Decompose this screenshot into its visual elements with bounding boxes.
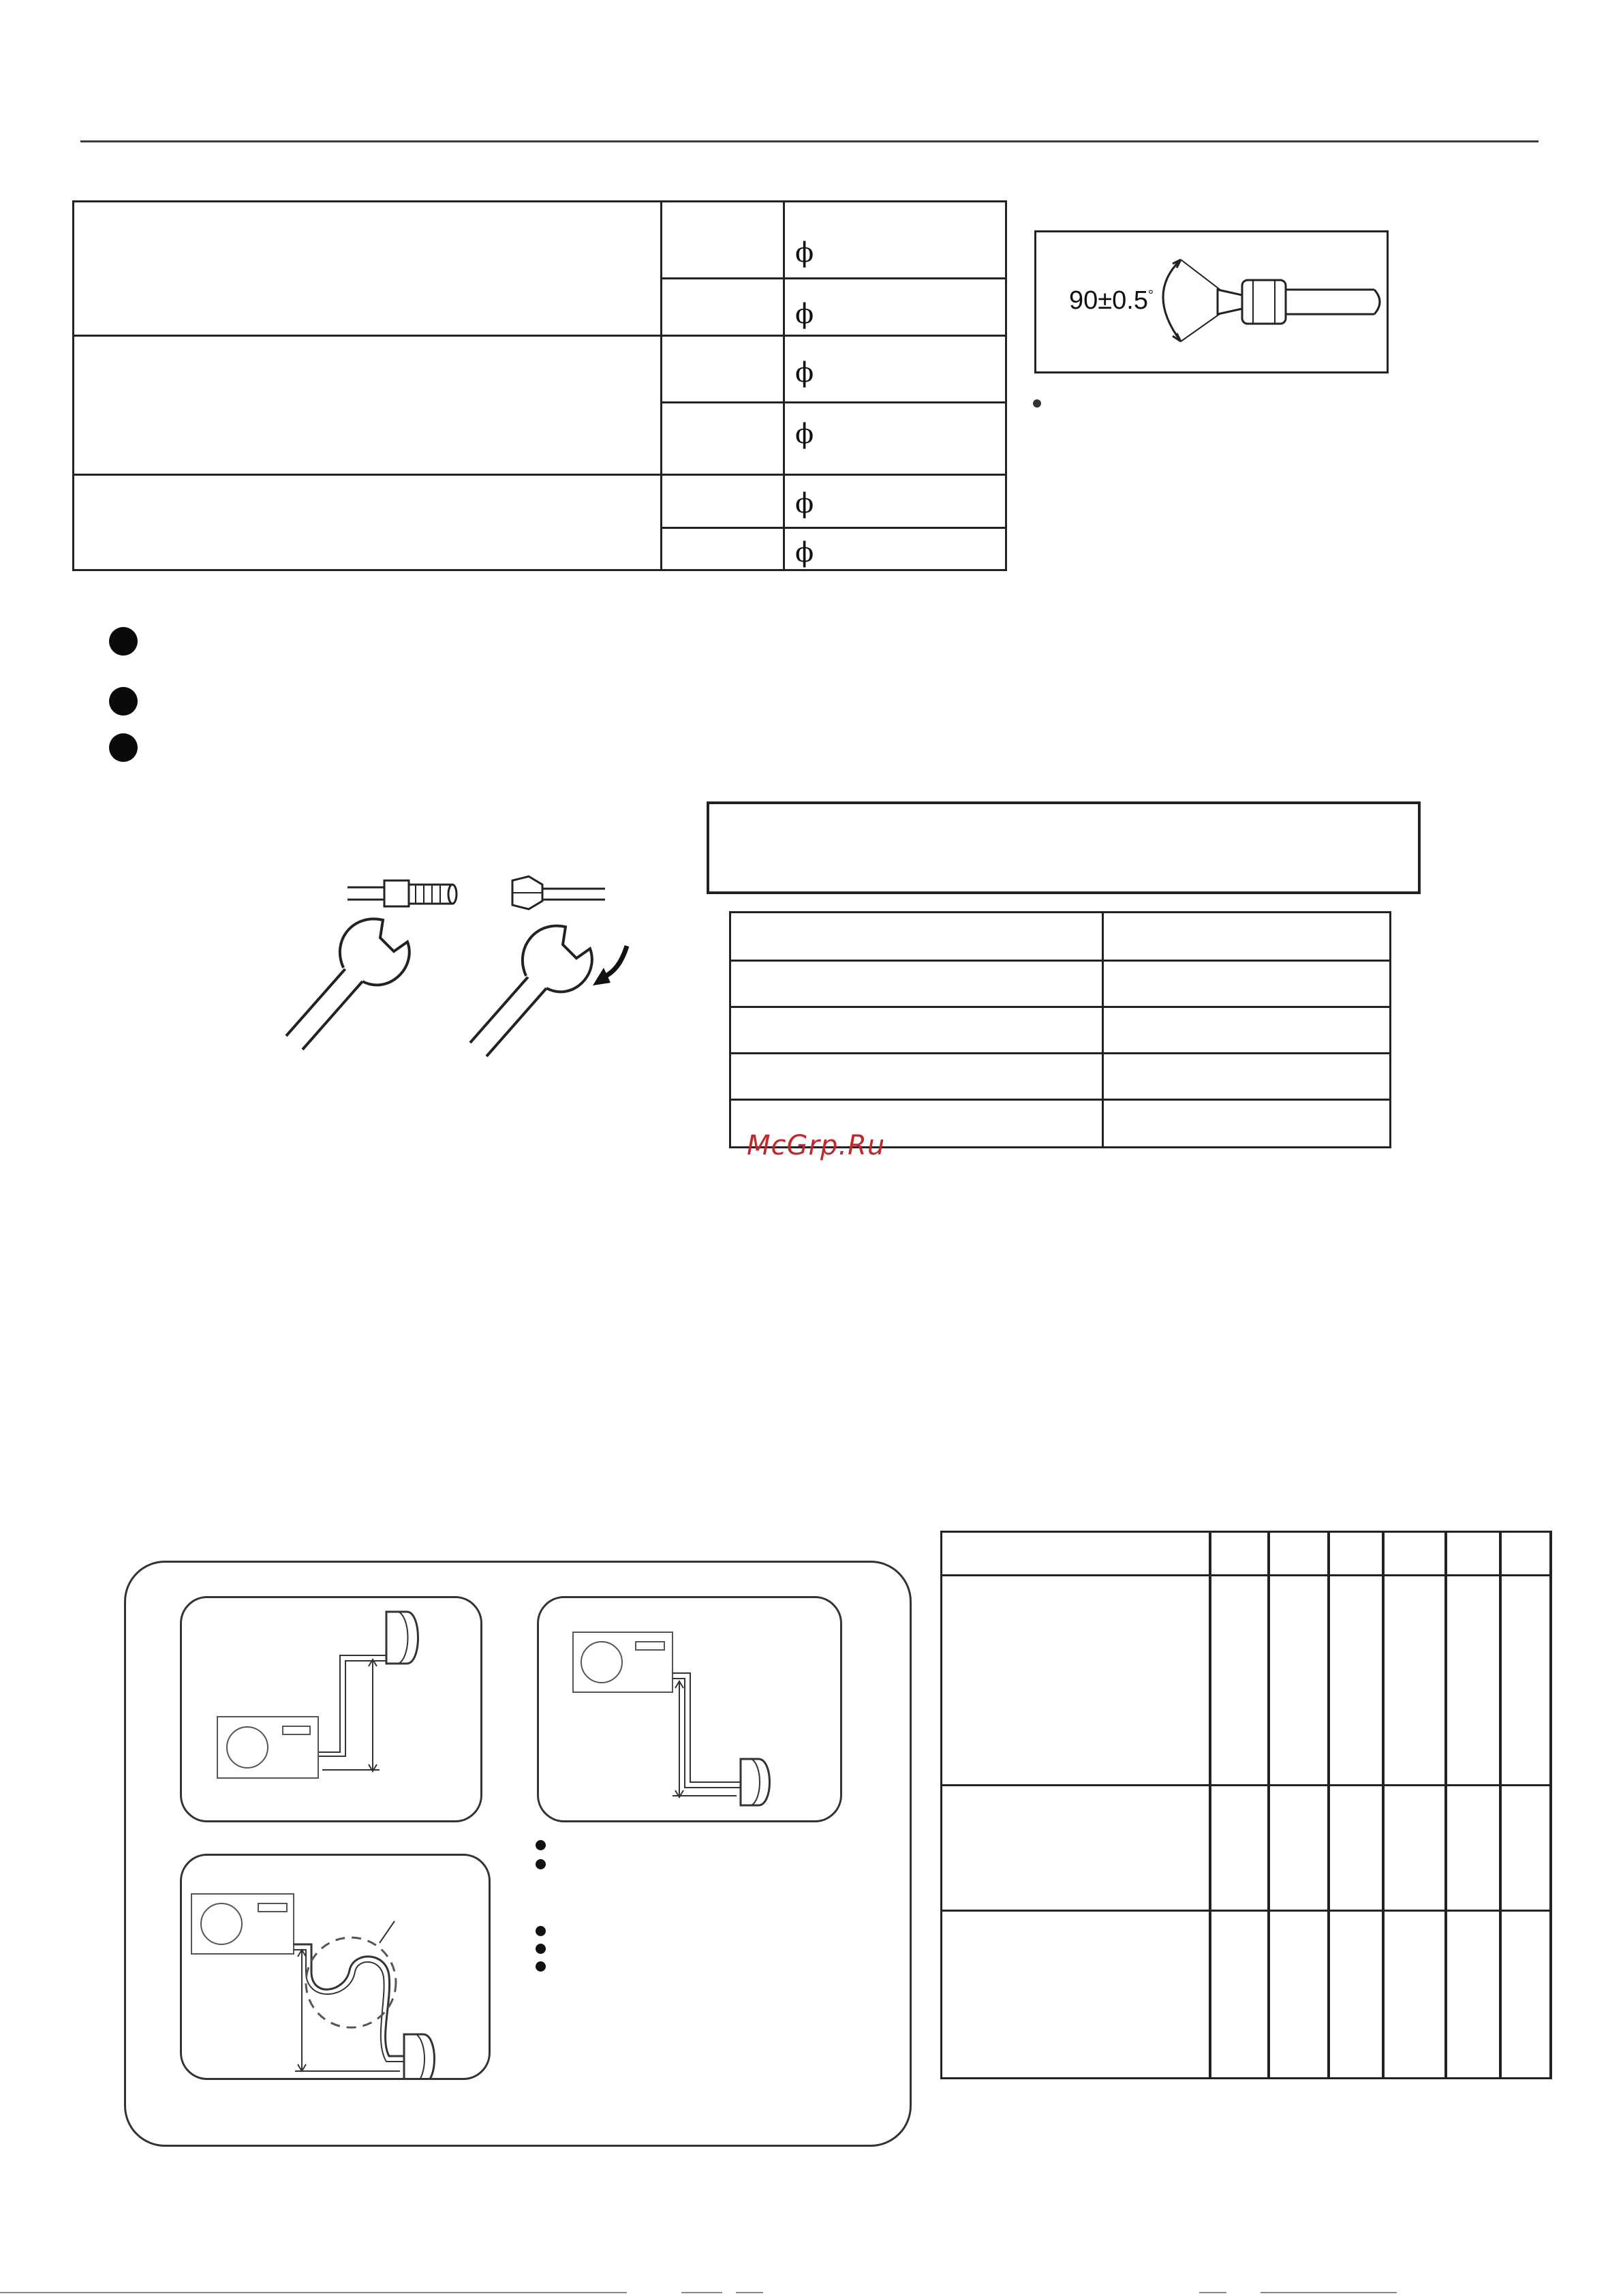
table-row-divider: [660, 401, 1005, 403]
diagram-oil-trap: [180, 1854, 491, 2080]
diameter-symbol: ϕ: [795, 418, 814, 450]
indoor-unit-icon: [741, 1759, 770, 1805]
diameter-symbol: ϕ: [795, 357, 814, 388]
table-row-divider: [660, 527, 1005, 529]
table-row-divider: [731, 1052, 1389, 1054]
watermark-text: McGrp.Ru: [747, 1130, 886, 1161]
table-row-divider: [731, 1006, 1389, 1008]
torque-table: [729, 911, 1391, 1148]
diagram-outdoor-above: [537, 1596, 842, 1822]
table-column-divider: [1327, 1531, 1330, 2079]
indoor-unit-icon: [404, 2034, 435, 2078]
step-bullet: [109, 627, 138, 656]
table-row-divider: [940, 1784, 1552, 1786]
wrench-illustration: [273, 866, 654, 1090]
flare-nut-icon: [512, 876, 605, 909]
table-column-divider: [783, 202, 785, 569]
table-column-divider: [1549, 1531, 1552, 2079]
union-fitting-icon: [347, 881, 457, 906]
pipe-spec-table: [940, 1531, 1552, 2080]
table-row-divider: [74, 474, 1005, 476]
step-bullet: [109, 687, 138, 716]
diagram-indoor-above: [180, 1596, 482, 1822]
note-bullet: [1033, 399, 1041, 408]
diameter-symbol: ϕ: [795, 299, 814, 330]
table-column-divider: [1209, 1531, 1211, 2079]
table-row-divider: [731, 1099, 1389, 1101]
table-row-divider: [940, 2077, 1552, 2079]
outdoor-unit-icon: [217, 1717, 318, 1778]
diameter-symbol: ϕ: [795, 488, 814, 519]
note-bullet: [536, 1961, 546, 1972]
pipe-size-table: [72, 200, 1007, 571]
diameter-symbol: ϕ: [795, 237, 814, 269]
outdoor-unit-icon: [191, 1894, 294, 1954]
table-row-divider: [731, 960, 1389, 962]
table-row-divider: [940, 1531, 1552, 1533]
diameter-symbol: ϕ: [795, 537, 814, 568]
table-column-divider: [1499, 1531, 1502, 2079]
note-bullet: [536, 1944, 546, 1954]
header-rule: [80, 140, 1539, 142]
table-column-divider: [940, 1531, 942, 2079]
table-column-divider: [1102, 913, 1104, 1146]
table-column-divider: [1382, 1531, 1385, 2079]
note-bullet: [536, 1840, 546, 1850]
wrench-icon: [286, 919, 409, 1050]
note-bullet: [536, 1859, 546, 1869]
table-column-divider: [1267, 1531, 1270, 2079]
step-bullet: [109, 733, 138, 762]
flare-angle-label: 90±0.5°: [1069, 286, 1154, 315]
outdoor-unit-icon: [573, 1632, 673, 1692]
table-row-divider: [940, 1574, 1552, 1576]
note-bullet: [536, 1926, 546, 1936]
table-row-divider: [74, 335, 1005, 337]
table-row-divider: [660, 277, 1005, 279]
indoor-unit-icon: [386, 1612, 418, 1664]
wrench-icon: [470, 926, 627, 1056]
footer-scan-marks: [0, 2289, 1623, 2296]
table-row-divider: [940, 1910, 1552, 1912]
notice-box: [707, 801, 1421, 894]
table-column-divider: [660, 202, 662, 569]
table-column-divider: [1444, 1531, 1447, 2079]
